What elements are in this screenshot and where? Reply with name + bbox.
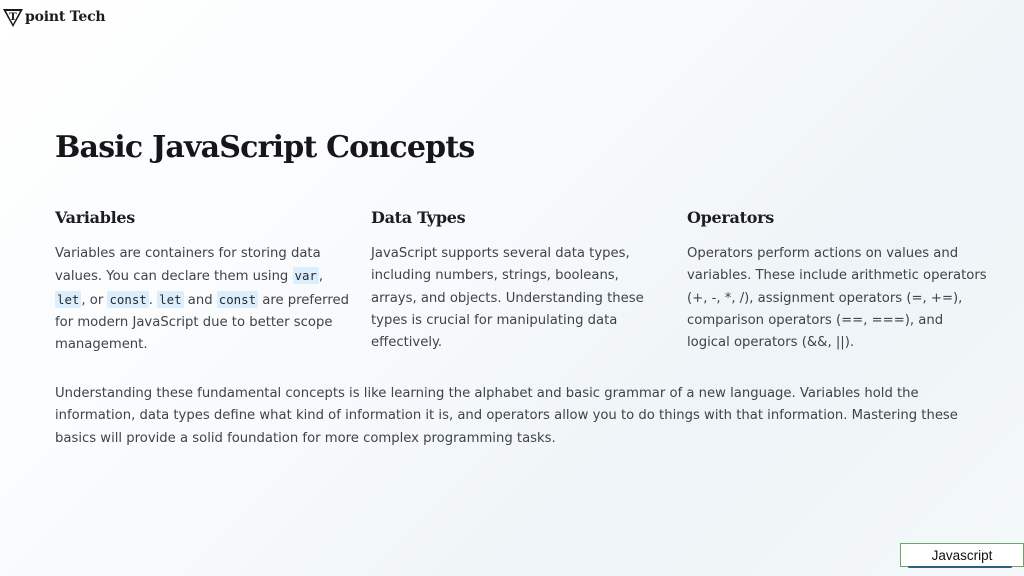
code-const: const: [218, 291, 257, 307]
operators-heading: Operators: [687, 208, 774, 227]
brand-logo[interactable]: [2, 6, 105, 28]
data-types-text: JavaScript supports several data types, including numbers, strings, booleans, arrays, and objects. Understanding these types is crucial for manipulating data effectively.: [371, 246, 644, 351]
code-let: let: [159, 291, 182, 307]
javascript-tag[interactable]: [900, 543, 1024, 567]
operators-text: Operators perform actions on values and variables. These include arithmetic operators (+, -, *, /), assignment operators (=, +=), comparison operators (==, ===), and logical operators (&&, ||).: [687, 246, 987, 351]
data-types-column: [371, 208, 661, 354]
logo-text: point Tech: [25, 9, 106, 25]
variables-text-part: ,: [318, 269, 324, 285]
variables-text-part: , or: [81, 292, 108, 308]
summary-paragraph: Understanding these fundamental concepts is like learning the alphabet and basic grammar of a new language. Variables hold the information, data types define what kind of information it is, and operators allow you to do things with that information. Mastering these basics will provide a solid foundation for more complex programming tasks.: [55, 386, 958, 446]
variables-text-part: and: [183, 292, 217, 308]
code-let: let: [57, 291, 80, 307]
variables-text-part: Variables are containers for storing data values. You can declare them using: [55, 246, 321, 285]
logo-triangle-icon: [2, 6, 24, 28]
variables-text: [55, 243, 355, 356]
variables-heading: Variables: [55, 208, 135, 227]
operators-column: [687, 208, 987, 354]
variables-column: [55, 208, 355, 356]
tag-underline: [908, 566, 1012, 568]
code-const: const: [109, 291, 147, 307]
javascript-tag-label: Javascript: [931, 547, 993, 563]
code-var: var: [294, 268, 317, 284]
data-types-heading: Data Types: [371, 208, 466, 227]
variables-text-part: are preferred for modern JavaScript due to better scope management.: [55, 292, 349, 353]
logo-letter: T: [9, 12, 17, 23]
variables-text-part: .: [148, 292, 158, 308]
page-title: Basic JavaScript Concepts: [55, 130, 475, 165]
